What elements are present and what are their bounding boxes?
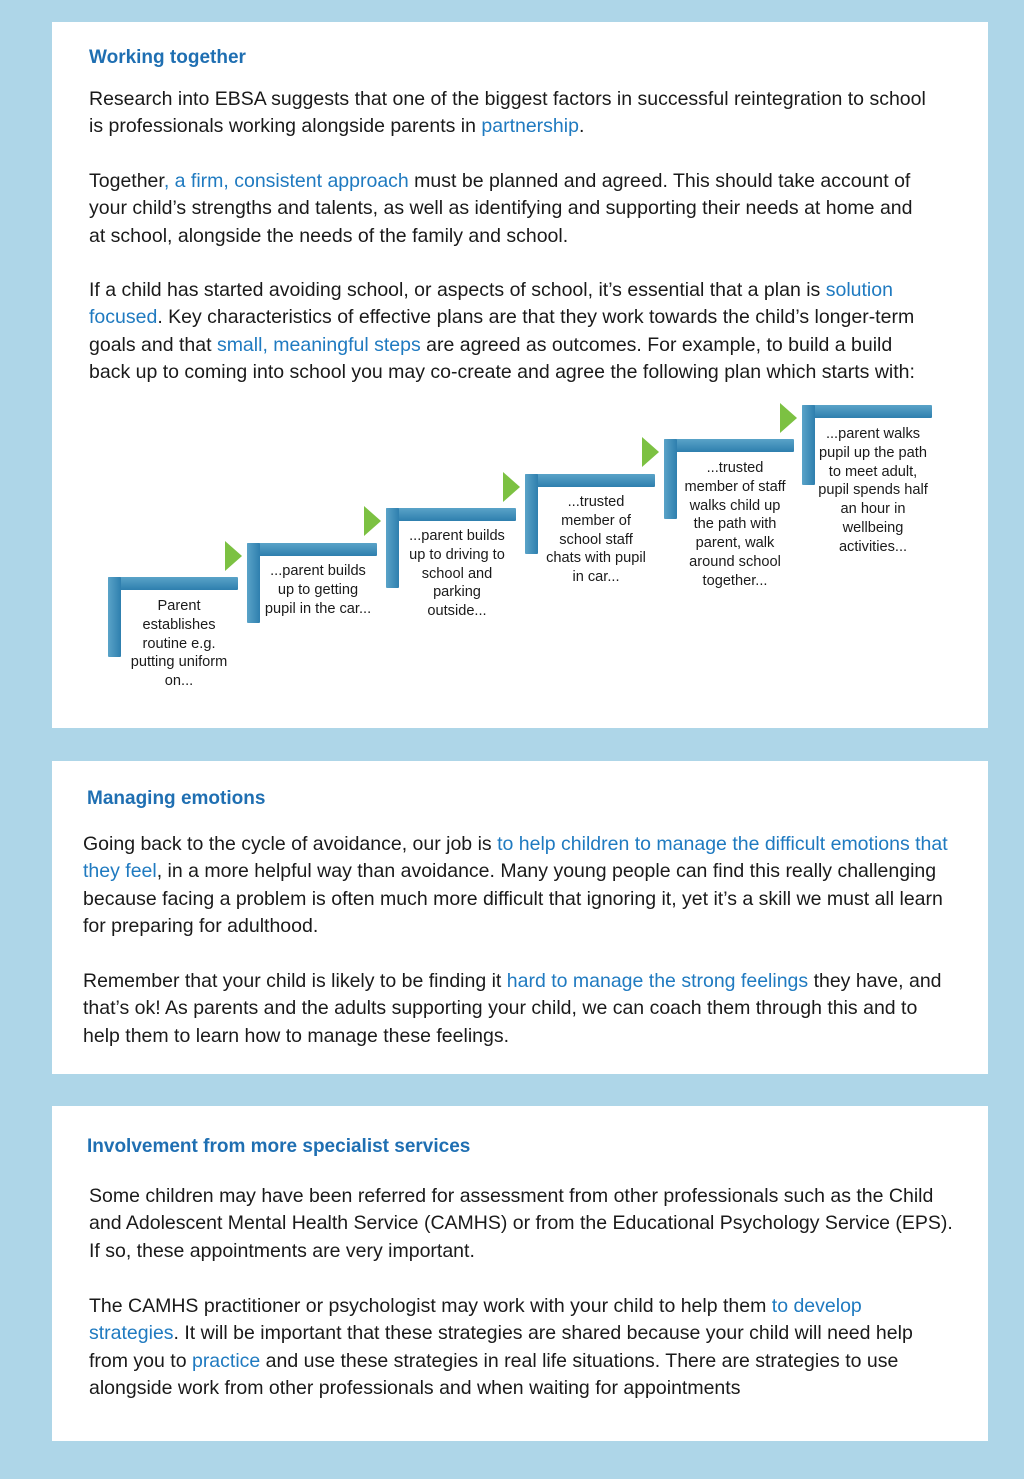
specialist-services-heading: Involvement from more specialist services	[87, 1136, 471, 1157]
managing-emotions-paragraph-2: Remember that your child is likely to be finding it hard to manage the strong feelings they have, and that’s ok! As parents and the adults supporting your child, we can coach them through this and to help them to learn how to manage these feelings.	[83, 970, 942, 1047]
highlight-strong-feelings: hard to manage the strong feelings	[506, 970, 809, 992]
highlight-small-steps: small, meaningful steps	[216, 333, 421, 356]
working-together-heading: Working together	[89, 47, 246, 68]
highlight-solution-focused: solution focused	[89, 279, 893, 329]
highlight-firm-approach: , a firm, consistent approach	[163, 170, 409, 192]
step-arrow-icon	[364, 506, 381, 536]
managing-emotions-paragraph-1: Going back to the cycle of avoidance, our job is to help children to manage the difficult emotions that they feel, in a more helpful way than avoidance. Many young people can find this really challenging because facing a problem is often much more difficult that ignoring it, yet it’s a skill we must all learn for preparing for adulthood.	[83, 833, 948, 937]
highlight-develop-strategies: to develop strategies	[89, 1295, 862, 1345]
step-arrow-icon	[780, 403, 797, 433]
specialist-services-paragraph-1: Some children may have been referred for assessment from other professionals such as the Child and Adolescent Mental Health Service (CAMHS) or from the Educational Psychology Service (EPS). If so, these appointments are very important.	[89, 1185, 953, 1262]
managing-emotions-panel	[52, 761, 988, 1074]
highlight-manage-emotions: to help children to manage the difficult emotions that they feel	[83, 833, 948, 883]
working-together-paragraph-1: Research into EBSA suggests that one of the biggest factors in successful reintegration to school is professionals working alongside parents in partnership.	[89, 88, 926, 138]
step-arrow-icon	[503, 472, 520, 502]
specialist-services-paragraph-2: The CAMHS practitioner or psychologist may work with your child to help them to develop strategies. It will be important that these strategies are shared because your child will need help from you to practice and use these strategies in real life situations. There are strategies to use alongside work from other professionals and when waiting for appointments	[89, 1295, 913, 1399]
managing-emotions-heading: Managing emotions	[87, 788, 266, 809]
highlight-practice: practice	[191, 1349, 261, 1372]
working-together-paragraph-3: If a child has started avoiding school, or aspects of school, it’s essential that a plan is solution focused. Key characteristics of effective plans are that they work towards the child’s longer-term goals and that small, meaningful steps are agreed as outcomes. For example, to build a build back up to coming into school you may co-create and agree the following plan which starts with:	[89, 279, 915, 383]
step-arrow-icon	[642, 437, 659, 467]
working-together-paragraph-2: Together, a firm, consistent approach must be planned and agreed. This should take account of your child’s strengths and talents, as well as identifying and supporting their needs at home and at school, alongside the needs of the family and school.	[89, 170, 913, 247]
step-arrow-icon	[225, 541, 242, 571]
specialist-services-panel	[52, 1106, 988, 1441]
highlight-partnership: partnership	[481, 115, 579, 138]
